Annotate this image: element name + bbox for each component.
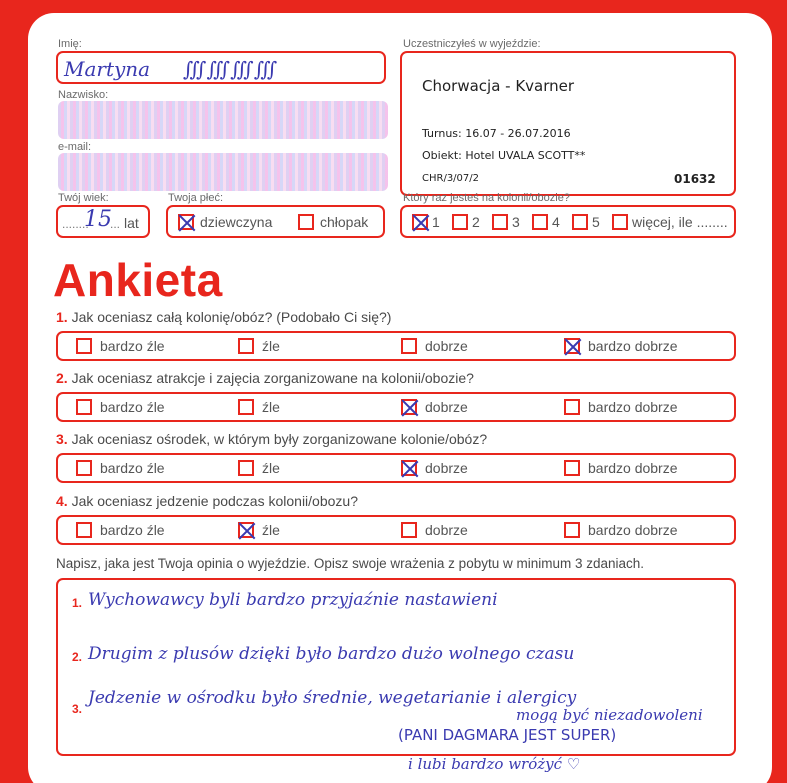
question-2-options bbox=[56, 392, 736, 422]
survey-sheet bbox=[28, 13, 772, 783]
q3-checkbox-bad[interactable] bbox=[238, 460, 254, 476]
question-4-options bbox=[56, 515, 736, 545]
q3-option-bad: źle bbox=[262, 460, 280, 476]
participated-label: Uczestniczyłeś w wyjeździe: bbox=[403, 38, 541, 50]
q2-option-very-good: bardzo dobrze bbox=[588, 399, 678, 415]
q2-option-good: dobrze bbox=[425, 399, 468, 415]
opinion-prompt: Napisz, jaka jest Twoja opinia o wyjeździe. Opisz swoje wrażenia z pobytu w minimum 3 zdaniach. bbox=[56, 556, 645, 571]
camp-times-field bbox=[400, 205, 736, 238]
question-3-text: Jak oceniasz ośrodek, w którym były zorganizowane kolonie/obóz? bbox=[71, 431, 488, 447]
times-checkbox-4[interactable] bbox=[532, 214, 548, 230]
q2-checkbox-very-good[interactable] bbox=[564, 399, 580, 415]
times-option-5: 5 bbox=[592, 214, 600, 230]
trip-object: Obiekt: Hotel UVALA SCOTT** bbox=[422, 149, 586, 162]
q1-option-bad: źle bbox=[262, 338, 280, 354]
times-checkbox-2[interactable] bbox=[452, 214, 468, 230]
name-value: Martyna bbox=[64, 57, 151, 81]
age-unit: lat bbox=[124, 215, 139, 231]
question-2 bbox=[56, 370, 474, 386]
age-dots-right: ... bbox=[110, 217, 121, 231]
q1-checkbox-very-bad[interactable] bbox=[76, 338, 92, 354]
q1-option-very-bad: bardzo źle bbox=[100, 338, 165, 354]
times-checkbox-5[interactable] bbox=[572, 214, 588, 230]
email-label: e-mail: bbox=[58, 141, 92, 153]
email-redacted bbox=[58, 153, 388, 191]
gender-label: Twoja płeć: bbox=[168, 192, 224, 204]
opinion-line-6: i lubi bardzo wróżyć ♡ bbox=[408, 755, 581, 773]
q4-checkbox-good[interactable] bbox=[401, 522, 417, 538]
q2-checkbox-bad[interactable] bbox=[238, 399, 254, 415]
q4-option-very-good: bardzo dobrze bbox=[588, 522, 678, 538]
gender-checkbox-boy[interactable] bbox=[298, 214, 314, 230]
age-dots-left: ........ bbox=[62, 217, 89, 231]
q4-option-bad: źle bbox=[262, 522, 280, 538]
age-value: 15 bbox=[84, 207, 112, 232]
q1-checkbox-very-good[interactable] bbox=[564, 338, 580, 354]
question-4 bbox=[56, 493, 358, 509]
q1-checkbox-bad[interactable] bbox=[238, 338, 254, 354]
trip-box bbox=[400, 51, 736, 196]
question-4-number: 4. bbox=[56, 493, 68, 509]
question-1-options bbox=[56, 331, 736, 361]
times-checkbox-3[interactable] bbox=[492, 214, 508, 230]
question-1 bbox=[56, 309, 391, 325]
question-3-options bbox=[56, 453, 736, 483]
question-3 bbox=[56, 431, 487, 447]
opinion-line-1: Wychowawcy byli bardzo przyjaźnie nastawieni bbox=[88, 590, 498, 610]
question-1-text: Jak oceniasz całą kolonię/obóz? (Podobało Ci się?) bbox=[71, 309, 392, 325]
q4-option-very-bad: bardzo źle bbox=[100, 522, 165, 538]
opinion-number-1: 1. bbox=[72, 596, 83, 610]
q1-checkbox-good[interactable] bbox=[401, 338, 417, 354]
opinion-number-3: 3. bbox=[72, 702, 83, 716]
opinion-line-4: mogą być niezadowoleni bbox=[516, 706, 703, 724]
gender-checkbox-girl[interactable] bbox=[178, 214, 194, 230]
times-option-4: 4 bbox=[552, 214, 560, 230]
q2-checkbox-good[interactable] bbox=[401, 399, 417, 415]
age-field[interactable] bbox=[56, 205, 150, 238]
name-field[interactable] bbox=[56, 51, 386, 84]
question-3-number: 3. bbox=[56, 431, 68, 447]
trip-number: 01632 bbox=[674, 172, 716, 186]
opinion-number-2: 2. bbox=[72, 650, 83, 664]
question-2-number: 2. bbox=[56, 370, 68, 386]
opinion-line-5: (PANI DAGMARA JEST SUPER) bbox=[398, 726, 617, 744]
name-label: Imię: bbox=[58, 38, 82, 50]
q2-option-very-bad: bardzo źle bbox=[100, 399, 165, 415]
times-option-more: więcej, ile ........ bbox=[632, 214, 728, 230]
surname-label: Nazwisko: bbox=[58, 89, 109, 101]
question-1-number: 1. bbox=[56, 309, 68, 325]
q3-option-very-good: bardzo dobrze bbox=[588, 460, 678, 476]
opinion-line-2: Drugim z plusów dzięki było bardzo dużo wolnego czasu bbox=[88, 644, 575, 664]
gender-option-girl: dziewczyna bbox=[200, 214, 273, 230]
q3-option-very-bad: bardzo źle bbox=[100, 460, 165, 476]
trip-destination: Chorwacja - Kvarner bbox=[422, 77, 575, 95]
gender-field bbox=[166, 205, 385, 238]
q2-checkbox-very-bad[interactable] bbox=[76, 399, 92, 415]
q1-option-good: dobrze bbox=[425, 338, 468, 354]
surname-redacted bbox=[58, 101, 388, 139]
trip-code: CHR/3/07/2 bbox=[422, 173, 480, 184]
question-2-text: Jak oceniasz atrakcje i zajęcia zorganizowane na kolonii/obozie? bbox=[71, 370, 474, 386]
times-checkbox-1[interactable] bbox=[412, 214, 428, 230]
q4-checkbox-bad[interactable] bbox=[238, 522, 254, 538]
q4-option-good: dobrze bbox=[425, 522, 468, 538]
times-checkbox-more[interactable] bbox=[612, 214, 628, 230]
surname-scribble: ∭∭∭∭ bbox=[183, 57, 278, 81]
q2-option-bad: źle bbox=[262, 399, 280, 415]
q4-checkbox-very-good[interactable] bbox=[564, 522, 580, 538]
q3-checkbox-good[interactable] bbox=[401, 460, 417, 476]
opinion-line-3: Jedzenie w ośrodku było średnie, wegetarianie i alergicy bbox=[88, 688, 577, 708]
opinion-box[interactable] bbox=[56, 578, 736, 756]
trip-turnus: Turnus: 16.07 - 26.07.2016 bbox=[422, 127, 571, 140]
question-4-text: Jak oceniasz jedzenie podczas kolonii/obozu? bbox=[71, 493, 358, 509]
q4-checkbox-very-bad[interactable] bbox=[76, 522, 92, 538]
gender-option-boy: chłopak bbox=[320, 214, 369, 230]
q3-checkbox-very-good[interactable] bbox=[564, 460, 580, 476]
q3-checkbox-very-bad[interactable] bbox=[76, 460, 92, 476]
times-option-2: 2 bbox=[472, 214, 480, 230]
times-option-1: 1 bbox=[432, 214, 440, 230]
age-label: Twój wiek: bbox=[58, 192, 109, 204]
q1-option-very-good: bardzo dobrze bbox=[588, 338, 678, 354]
times-option-3: 3 bbox=[512, 214, 520, 230]
q3-option-good: dobrze bbox=[425, 460, 468, 476]
survey-title: Ankieta bbox=[53, 254, 223, 306]
camp-times-label: Który raz jesteś na kolonii/obozie? bbox=[403, 192, 570, 204]
